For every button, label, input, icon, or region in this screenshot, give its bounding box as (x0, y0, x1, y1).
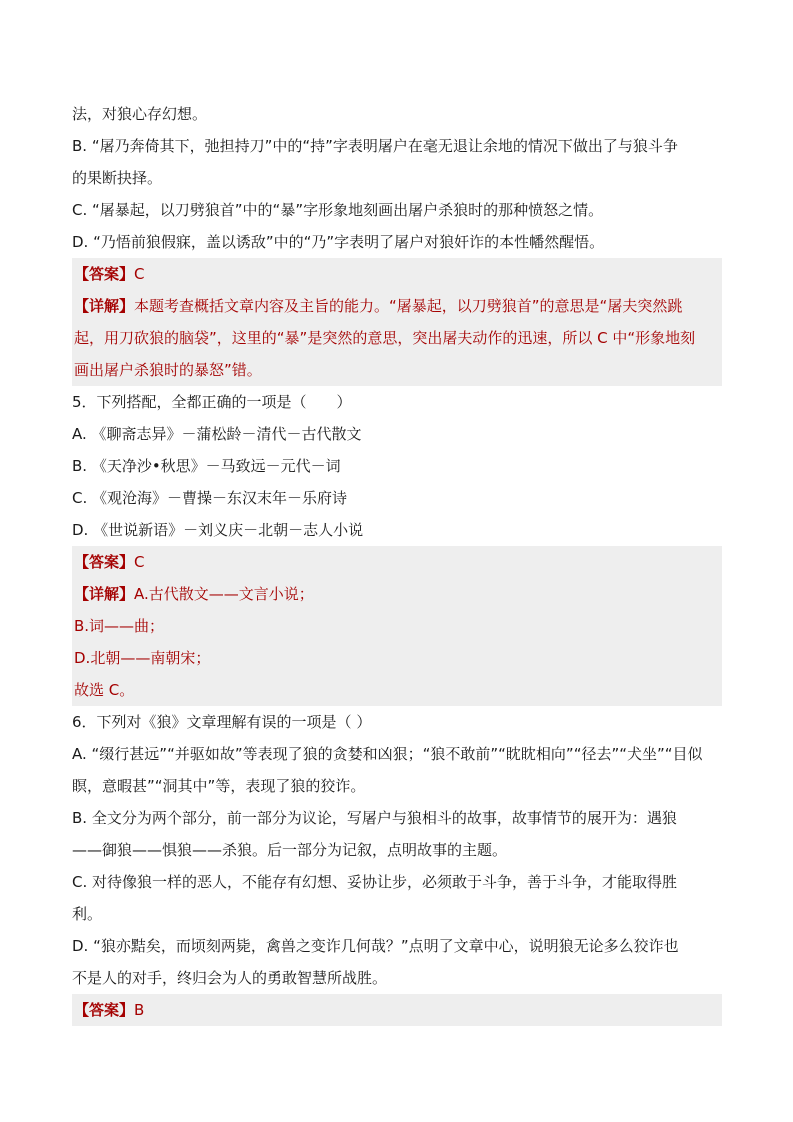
q4-detail-line (72, 290, 722, 322)
q5-option-c: C. 《观沧海》－曹操－东汉末年－乐府诗 (72, 489, 348, 507)
q4-option-b-cont: 的果断抉择。 (72, 169, 163, 187)
detail-label: 【详解】 (74, 297, 135, 315)
q5-detail-line (72, 578, 722, 610)
q5-conclusion: 故选 C。 (74, 681, 135, 699)
q5-option-a: A. 《聊斋志异》－蒲松龄－清代－古代散文 (72, 425, 362, 443)
q4-text-line: 法，对狼心存幻想。 (72, 105, 208, 123)
q6-answer-box (72, 994, 722, 1026)
q5-detail-cont: B.词——曲； (74, 617, 165, 635)
q6-option-b-cont: ——御狼——惧狼——杀狼。后一部分为记叙，点明故事的主题。 (72, 841, 508, 859)
q4-option-b: B. “屠乃奔倚其下，弛担持刀”中的“持”字表明屠户在毫无退让余地的情况下做出了与狼斗争 (72, 137, 678, 155)
q5-detail-cont: D.北朝——南朝宋； (74, 649, 211, 667)
q6-option-d (72, 930, 722, 962)
q4-detail-cont: 起，用刀砍狼的脑袋”，这里的“暴”是突然的意思，突出屠夫动作的迅速，所以 C 中“形象地刻 (74, 329, 696, 347)
answer-value: B (134, 1001, 145, 1019)
detail-label: 【详解】 (74, 585, 135, 603)
answer-label: 【答案】 (74, 265, 135, 283)
q4-option-c: C. “屠暴起，以刀劈狼首”中的“暴”字形象地刻画出屠户杀狼时的那种愤怒之情。 (72, 201, 604, 219)
answer-value: C (134, 265, 145, 283)
q6-option-c-cont: 利。 (72, 905, 103, 923)
q6-option-d-letter: D. (72, 937, 94, 955)
q5-answer-box (72, 546, 722, 706)
q4-detail-cont: 画出屠户杀狼时的暴怒”错。 (74, 361, 262, 379)
q6-option-d-cont: 不是人的对手，终归会为人的勇敢智慧所战胜。 (72, 969, 388, 987)
q5-answer-line (72, 546, 722, 578)
q6-option-a-cont: 瞑，意暇甚”“洞其中”等，表现了狼的狡诈。 (72, 777, 366, 795)
q6-option-b: B. 全文分为两个部分，前一部分为议论，写屠户与狼相斗的故事，故事情节的展开为：遇狼 (72, 809, 677, 827)
q6-option-c: C. 对待像狼一样的恶人，不能存有幻想、妥协让步，必须敢于斗争，善于斗争，才能取得胜 (72, 873, 678, 891)
q4-answer-line (72, 258, 722, 290)
q5-option-b: B. 《天净沙•秋思》－马致远－元代－词 (72, 457, 341, 475)
answer-value: C (134, 553, 145, 571)
q6-stem: 6．下列对《狼》文章理解有误的一项是（ ） (72, 713, 372, 731)
q6-option-a: A. “缀行甚远”“并驱如故”等表现了狼的贪婪和凶狠；“狼不敢前”“眈眈相向”“径去”“犬坐”“目似 (72, 745, 703, 763)
answer-label: 【答案】 (74, 553, 135, 571)
document-page (72, 98, 722, 1026)
q6-answer-line (72, 994, 722, 1026)
q4-answer-box (72, 258, 722, 386)
q6-option-d-text: “狼亦黠矣，而顷刻两毙，禽兽之变诈几何哉？”点明了文章中心，说明狼无论多么狡诈也 (93, 937, 679, 955)
detail-text: A.古代散文——文言小说； (134, 585, 314, 603)
detail-text: 本题考查概括文章内容及主旨的能力。“屠暴起，以刀劈狼首”的意思是“屠夫突然跳 (134, 297, 683, 315)
answer-label: 【答案】 (74, 1001, 135, 1019)
q4-option-d: D. “乃悟前狼假寐，盖以诱敌”中的“乃”字表明了屠户对狼奸诈的本性幡然醒悟。 (72, 233, 605, 251)
q5-stem: 5．下列搭配，全都正确的一项是（ ） (72, 393, 352, 411)
q5-option-d: D. 《世说新语》－刘义庆－北朝－志人小说 (72, 521, 364, 539)
